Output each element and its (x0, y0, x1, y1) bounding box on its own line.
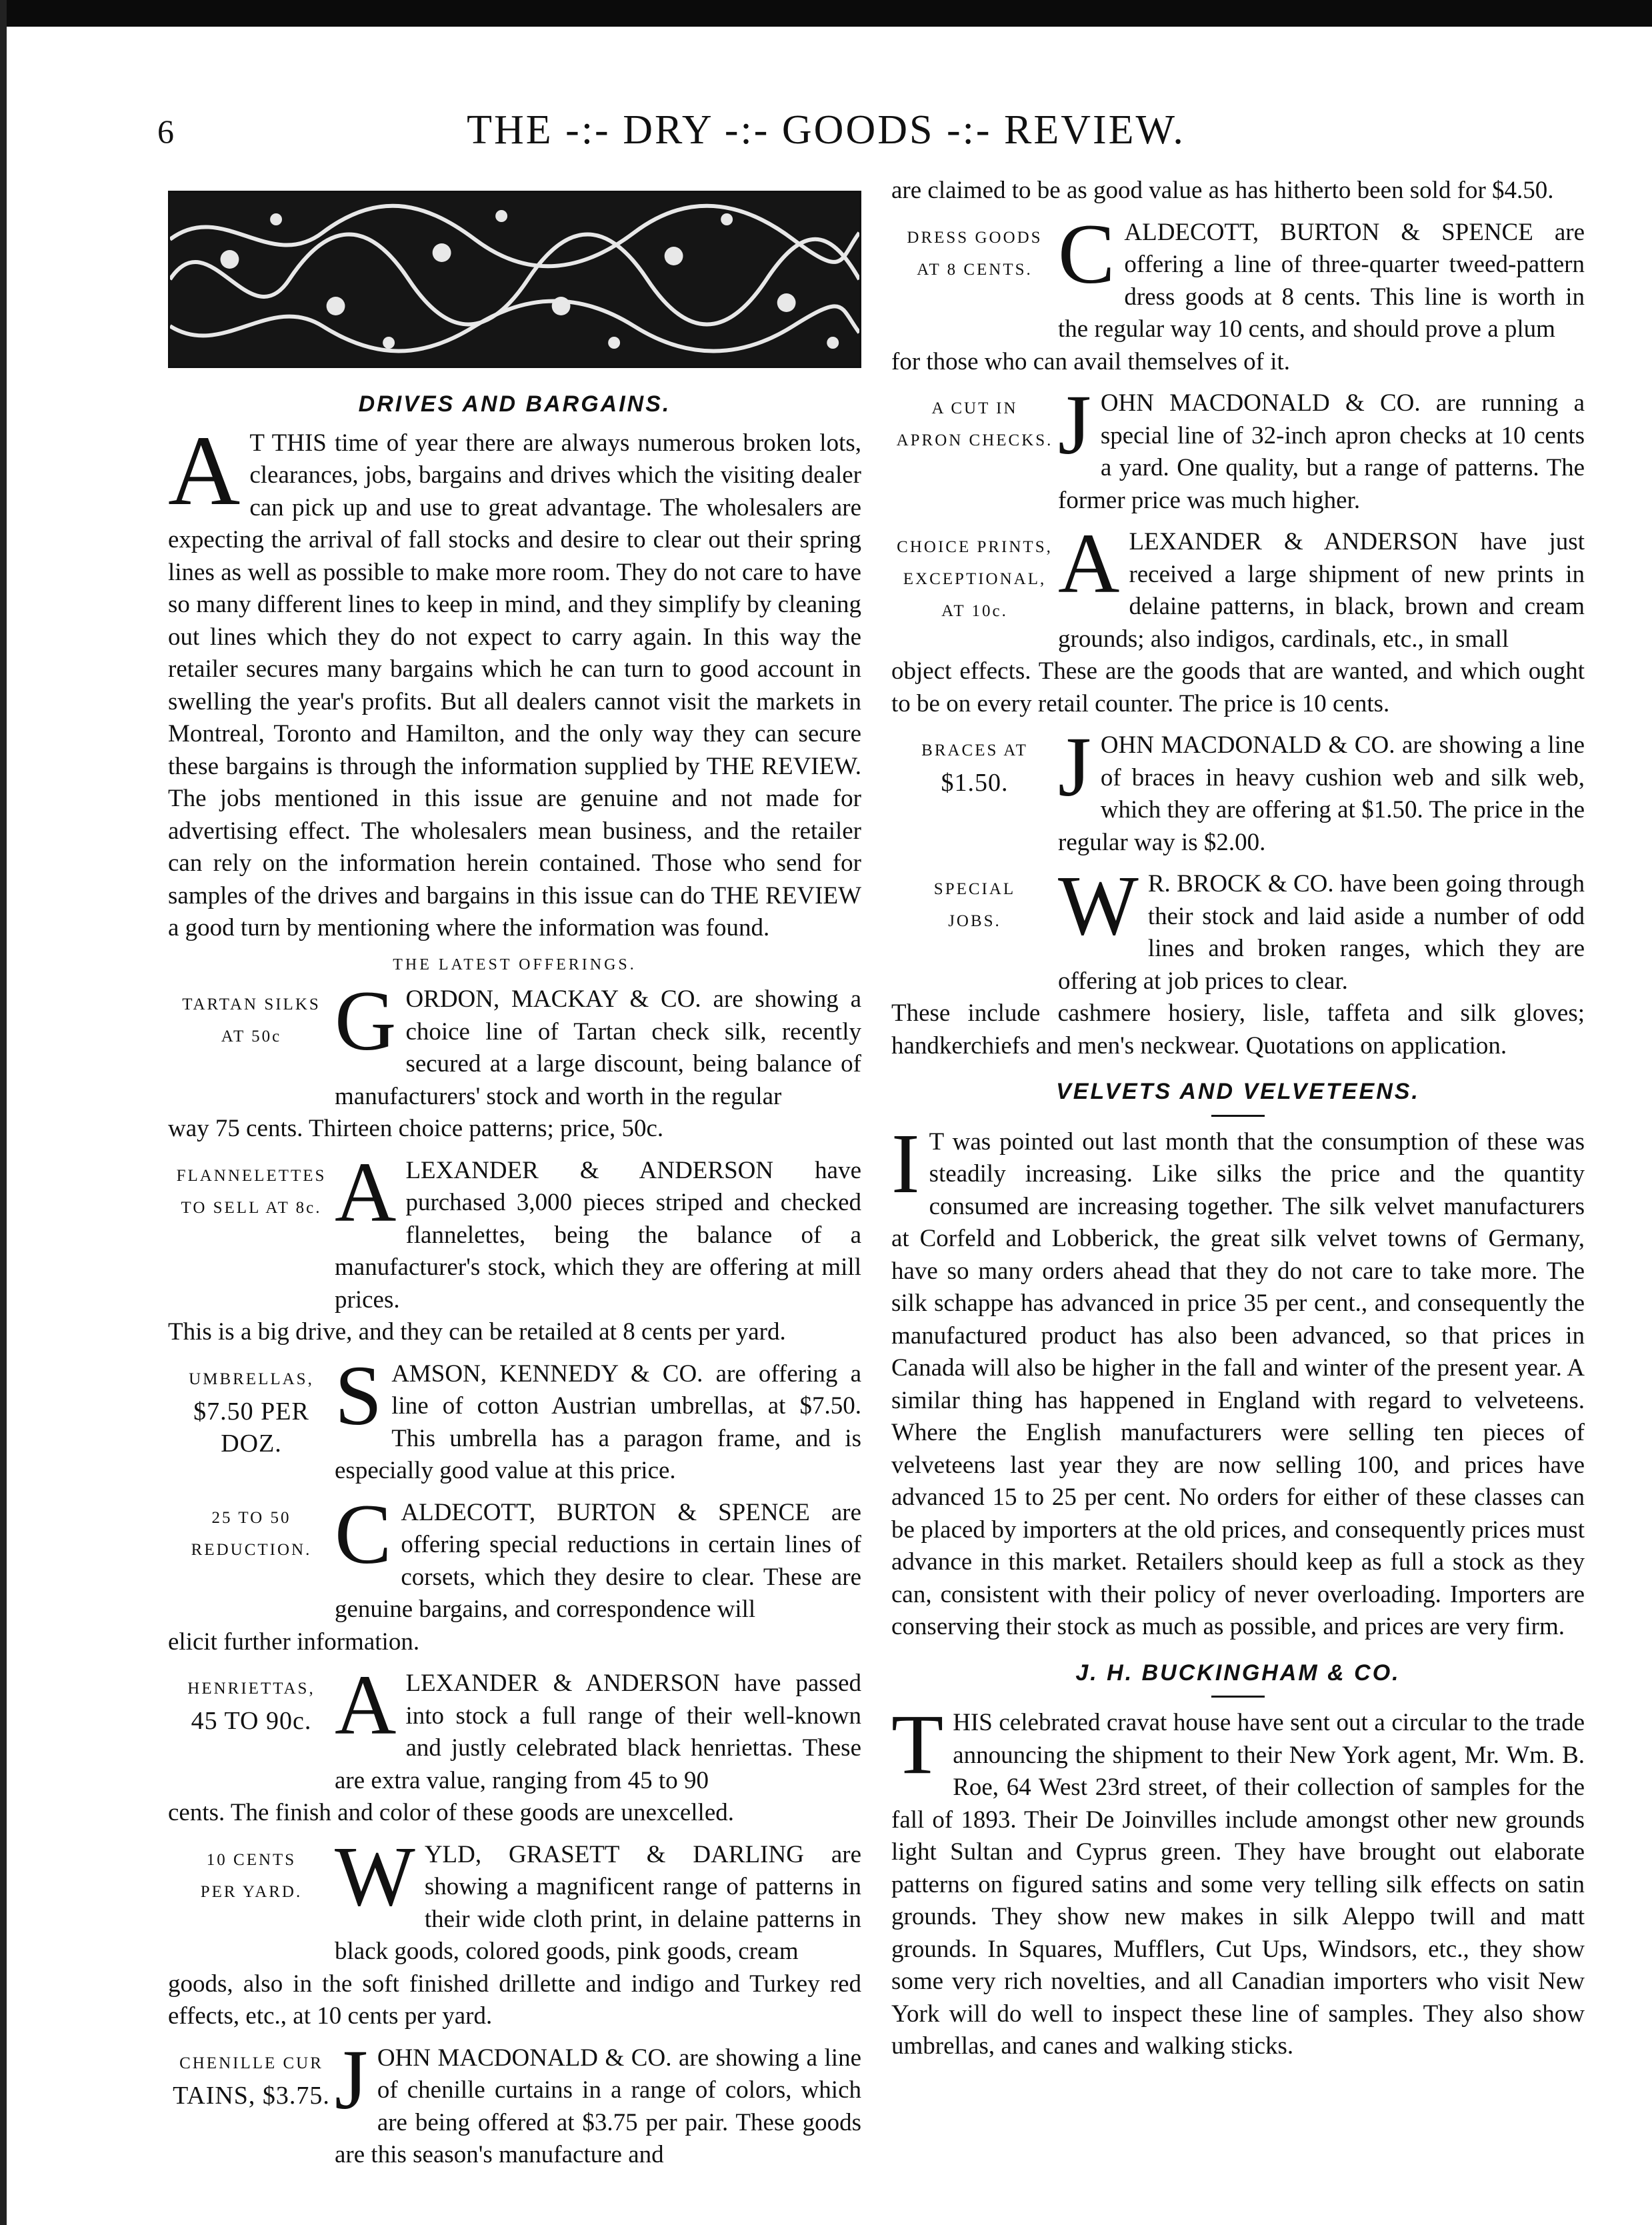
section-title-buckingham: J. H. BUCKINGHAM & CO. (1075, 1660, 1401, 1686)
drop-cap: G (335, 973, 397, 1068)
divider (1211, 1696, 1265, 1698)
side-label: BRACES AT $1.50. (921, 741, 1028, 797)
offering-item (168, 2032, 861, 2172)
drop-cap: T (891, 1697, 944, 1792)
item-text: LEXANDER & ANDERSON have just received a large shipment of new prints in delaine patterns, in black, brown and cream grounds; also indigos, cardinals, etc., in small (1058, 528, 1585, 653)
offering-item (168, 1486, 861, 1659)
drop-cap: J (1058, 377, 1091, 472)
offering-item (168, 1828, 861, 2033)
intro-text: T THIS time of year there are always numerous broken lots, clearances, jobs, bargains and drives which the visiting dealer can pick up and use to great advantage. The wholesalers are expecting the arrival of fall stocks and desire to clear out their spring lines as well as possible to make more room. They do not care to have so many different lines to keep in mind, and they simplify by cleaning out lines which they do not expect to carry again. In this way the retailer secures many bargains which he can turn to good account in swelling the year's profits. But all dealers cannot visit the markets in Montreal, Toronto and Hamilton, and the only way they can secure these bargains is through the information supplied by THE REVIEW. The jobs mentioned in this issue are genuine and not made for advertising effect. The wholesalers mean business, and the retailer can rely on the information herein contained. Those who send for samples of the drives and bargains in this issue can do THE REVIEW a good turn by mentioning where the information was found. (168, 429, 861, 941)
item-continuation: elicit further information. (168, 1628, 420, 1656)
side-label: SPECIAL JOBS. (933, 880, 1016, 930)
divider (1211, 1115, 1265, 1117)
offering-item (891, 719, 1585, 859)
velvets-text: T was pointed out last month that the consumption of these was steadily increasing. Like silks the price and the quantity consumed are increasing together. The silk velvet manufacturers at Corfeld and Lobberick, the great silk velvet towns of Germany, have so many orders ahead that they do not care to take more. The silk schappe has advanced in price 35 per cent., and consequently the manufactured product has also been advanced, so that prices in Canada will also be higher in the fall and winter of the present year. A similar thing has happened in England with regard to velveteens. Where the English manufacturers were selling ten pieces of velveteens last year they are now selling 100, and prices have advanced 15 to 25 per cent. No orders for either of these classes can be placed by importers at the old prices, and consequently prices must advance in this market. Retailers should keep as full a stock as they can, consistent with their policy of never overloading. Importers are conserving their stock as much as possible, and prices are very firm. (891, 1128, 1585, 1640)
scan-left-edge (0, 0, 7, 2225)
item-text: LEXANDER & ANDERSON have passed into stock a full range of their well-known and justly celebrated black henriettas. These are extra value, ranging from 45 to 90 (335, 1670, 861, 1794)
item-text: R. BROCK & CO. have been going through their stock and laid aside a number of odd lines and broken ranges, which they are offering at job prices to clear. (1058, 870, 1585, 995)
offering-item (891, 858, 1585, 1062)
item-continuation: goods, also in the soft finished drillette and indigo and Turkey red effects, etc., at 10 cents per yard. (168, 1970, 861, 2030)
buckingham-text: HIS celebrated cravat house have sent out a circular to the trade announcing the shipment to their New York agent, Mr. Wm. B. Roe, 64 West 23rd street, of their collection of samples for the fall of 1893. Their De Joinvilles include amongst other new grounds light Sultan and Cyprus green. They have brought out elaborate patterns on figured satins and some very telling silk effects on satin grounds. They show new makes in silk Aleppo twill and matt grounds. In Squares, Mufflers, Cut Ups, Windsors, etc., they show some very rich novelties, and all Canadian importers who visit New York will do well to inspect these line of samples. They also show umbrellas, and canes and walking sticks. (891, 1709, 1585, 2060)
item-continuation: This is a big drive, and they can be retailed at 8 cents per yard. (168, 1318, 786, 1346)
item-text: AMSON, KENNEDY & CO. are offering a line of cotton Austrian umbrellas, at $7.50. This umbrella has a paragon frame, and is especially good value at this price. (335, 1360, 861, 1484)
side-label: 10 CENTS PER YARD. (200, 1850, 303, 1901)
drop-cap: W (335, 1828, 415, 1924)
drop-cap: A (168, 415, 241, 526)
item-text: ORDON, MACKAY & CO. are showing a choice line of Tartan check silk, recently secured at a large discount, being balance of manufacturers' stock and worth in the regular (335, 985, 861, 1110)
item-continuation: object effects. These are the goods that are wanted, and which ought to be on every retail counter. The price is 10 cents. (891, 657, 1585, 717)
side-label: A CUT IN APRON CHECKS. (896, 399, 1053, 449)
drop-cap: S (335, 1348, 383, 1443)
continued-text: are claimed to be as good value as has hitherto been sold for $4.50. (891, 177, 1554, 204)
drop-cap: C (1058, 206, 1115, 301)
item-continuation: way 75 cents. Thirteen choice patterns; price, 50c. (168, 1115, 664, 1142)
drop-cap: C (335, 1486, 392, 1582)
side-label: HENRIETTAS, 45 TO 90c. (187, 1680, 315, 1735)
page-number: 6 (157, 113, 174, 150)
side-label: CHENILLE CUR TAINS, $3.75. (173, 2054, 330, 2110)
item-text: ALDECOTT, BURTON & SPENCE are offering a line of three-quarter tweed-pattern dress goods at 8 cents. This line is worth in the regular way 10 cents, and should prove a plum (1058, 218, 1585, 343)
drop-cap: J (335, 2032, 368, 2127)
right-column (891, 175, 1585, 2063)
side-label: FLANNELETTES TO SELL AT 8c. (176, 1166, 327, 1217)
offering-item (891, 206, 1585, 379)
section-title-velvets: VELVETS AND VELVETEENS. (1056, 1079, 1420, 1104)
item-text: OHN MACDONALD & CO. are showing a line of braces in heavy cushion web and silk web, which they are offering at $1.50. The price in the regular way is $2.00. (1058, 731, 1585, 856)
offering-item (168, 1658, 861, 1830)
item-text: OHN MACDONALD & CO. are showing a line of chenille curtains in a range of colors, which are being offered at $3.75 per pair. These goods are this season's manufacture and (335, 2044, 861, 2168)
offering-item (891, 516, 1585, 720)
side-label: 25 TO 50 REDUCTION. (191, 1508, 312, 1559)
left-column (168, 175, 861, 2172)
velvets-paragraph (891, 1116, 1585, 1644)
drop-cap: A (335, 1658, 397, 1752)
item-continuation: for those who can avail themselves of it. (891, 347, 1290, 375)
item-continuation: These include cashmere hosiery, lisle, taffeta and silk gloves; handkerchiefs and men's neckwear. Quotations on application. (891, 999, 1585, 1059)
side-label: DRESS GOODS AT 8 CENTS. (907, 228, 1043, 279)
offering-item (168, 1348, 861, 1488)
drop-cap: A (335, 1144, 397, 1240)
section-title-drives: DRIVES AND BARGAINS. (358, 391, 671, 417)
decorative-ornament (168, 191, 861, 368)
running-head: THE -:- DRY -:- GOODS -:- REVIEW. (467, 107, 1185, 153)
drop-cap: A (1058, 516, 1120, 611)
offering-item (168, 1144, 861, 1349)
drop-cap: J (1058, 719, 1091, 814)
item-text: OHN MACDONALD & CO. are running a special line of 32-inch apron checks at 10 cents a yard. One quality, but a range of patterns. The former price was much higher. (1058, 389, 1585, 514)
side-label: TARTAN SILKS AT 50c (182, 995, 321, 1045)
scan-top-border (0, 0, 1652, 27)
side-label: CHOICE PRINTS, EXCEPTIONAL, AT 10c. (897, 538, 1053, 620)
subhead-latest-offerings: THE LATEST OFFERINGS. (393, 955, 637, 973)
item-text: LEXANDER & ANDERSON have purchased 3,000 pieces striped and checked flannelettes, being the balance of a manufacturer's stock, which they are offering at mill prices. (335, 1156, 861, 1314)
offering-item (168, 973, 861, 1146)
drop-cap: W (1058, 858, 1139, 953)
item-text: ALDECOTT, BURTON & SPENCE are offering special reductions in certain lines of corsets, which they desire to clear. These are genuine bargains, and correspondence will (335, 1498, 861, 1623)
intro-paragraph (168, 415, 861, 945)
item-continuation: cents. The finish and color of these goods are unexcelled. (168, 1799, 735, 1826)
item-text: YLD, GRASETT & DARLING are showing a magnificent range of patterns in their wide cloth print, in delaine patterns in black goods, colored goods, pink goods, cream (335, 1840, 861, 1965)
side-label: UMBRELLAS, $7.50 PER DOZ. (189, 1370, 314, 1458)
drop-cap: I (891, 1116, 920, 1211)
offering-item (891, 377, 1585, 517)
buckingham-paragraph (891, 1697, 1585, 2063)
